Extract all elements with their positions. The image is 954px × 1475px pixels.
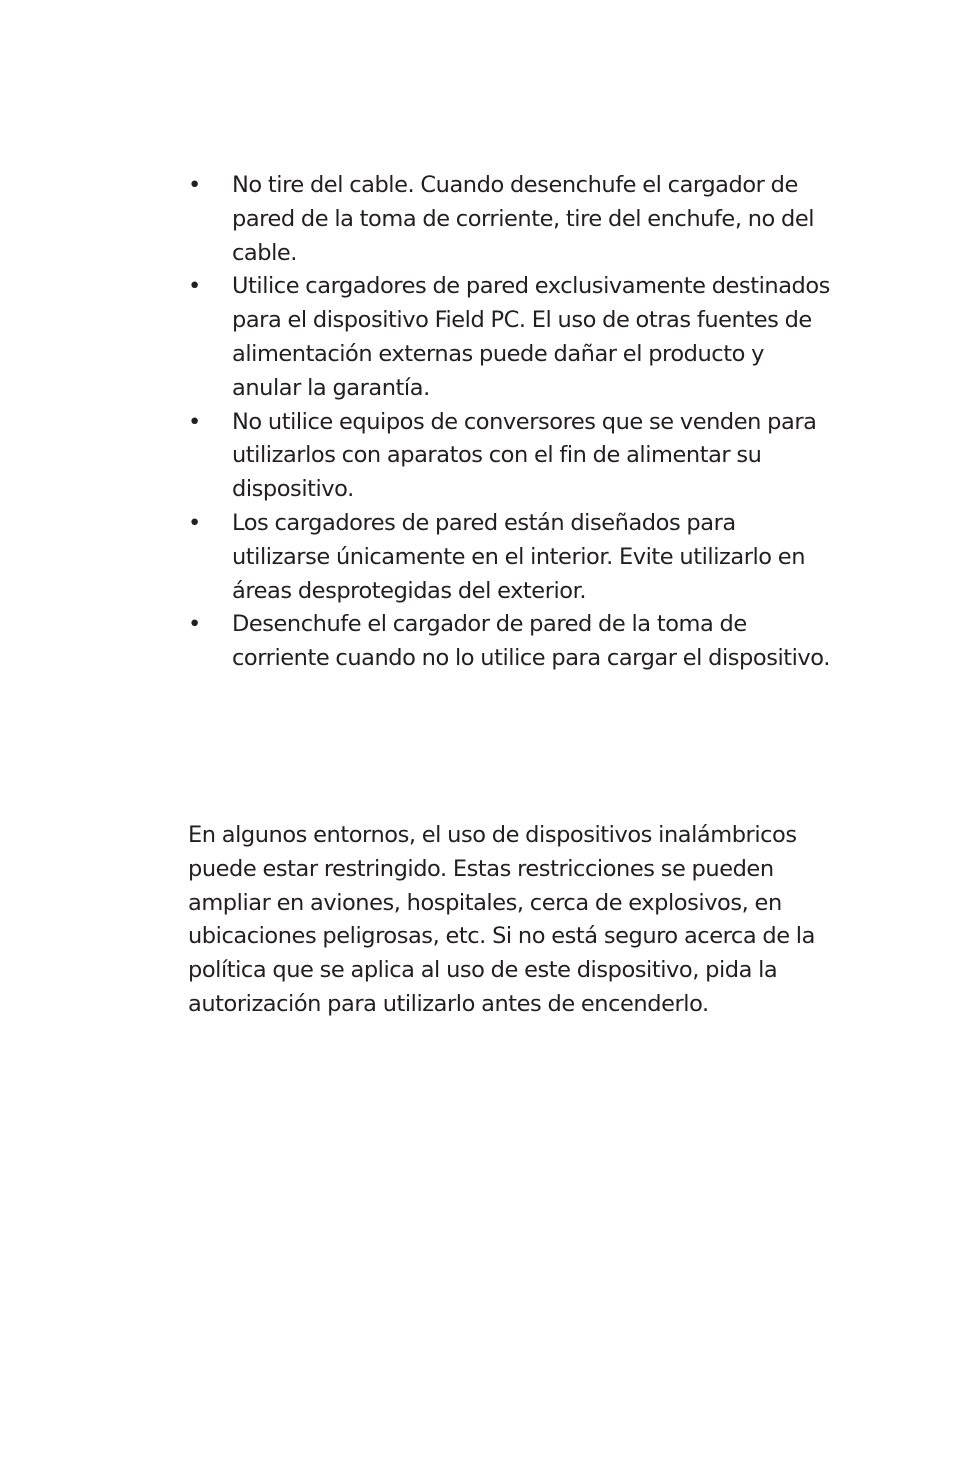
list-item	[188, 507, 838, 608]
list-item	[188, 169, 838, 270]
charger-safety-list	[188, 169, 838, 676]
list-item-text: No tire del cable. Cuando desenchufe el cargador de pared de la toma de corriente, tire del enchufe, no del cable.	[232, 172, 815, 266]
list-item	[188, 608, 838, 676]
bullet-icon: •	[188, 509, 201, 536]
bullet-icon: •	[188, 172, 201, 198]
bullet-icon: •	[188, 273, 201, 300]
list-item-text: Utilice cargadores de pared exclusivamente destinados para el dispositivo Field PC. El uso de otras fuentes de alimentación externas puede dañar el producto y anular la garantía.	[232, 273, 830, 401]
list-item	[188, 406, 838, 507]
list-item-text: No utilice equipos de conversores que se venden para utilizarlos con aparatos con el fin de alimentar su dispositivo.	[232, 408, 817, 503]
wireless-restrictions-paragraph: En algunos entornos, el uso de dispositivos inalámbricos puede estar restringido. Estas restricciones se pueden ampliar en aviones, hospitales, cerca de explosivos, en ubicaciones peligrosas, etc. Si no está seguro acerca de la política que se aplica al uso de este dispositivo, pida la autorización para utilizarlo antes de encenderlo.	[188, 822, 815, 1017]
bullet-icon: •	[188, 611, 201, 638]
bullet-icon: •	[188, 408, 201, 435]
list-item-text: Los cargadores de pared están diseñados para utilizarse únicamente en el interior. Evite utilizarlo en áreas desprotegidas del exterior.	[232, 509, 806, 604]
list-item	[188, 270, 838, 405]
list-item-text: Desenchufe el cargador de pared de la toma de corriente cuando no lo utilice para cargar el dispositivo.	[232, 611, 830, 672]
